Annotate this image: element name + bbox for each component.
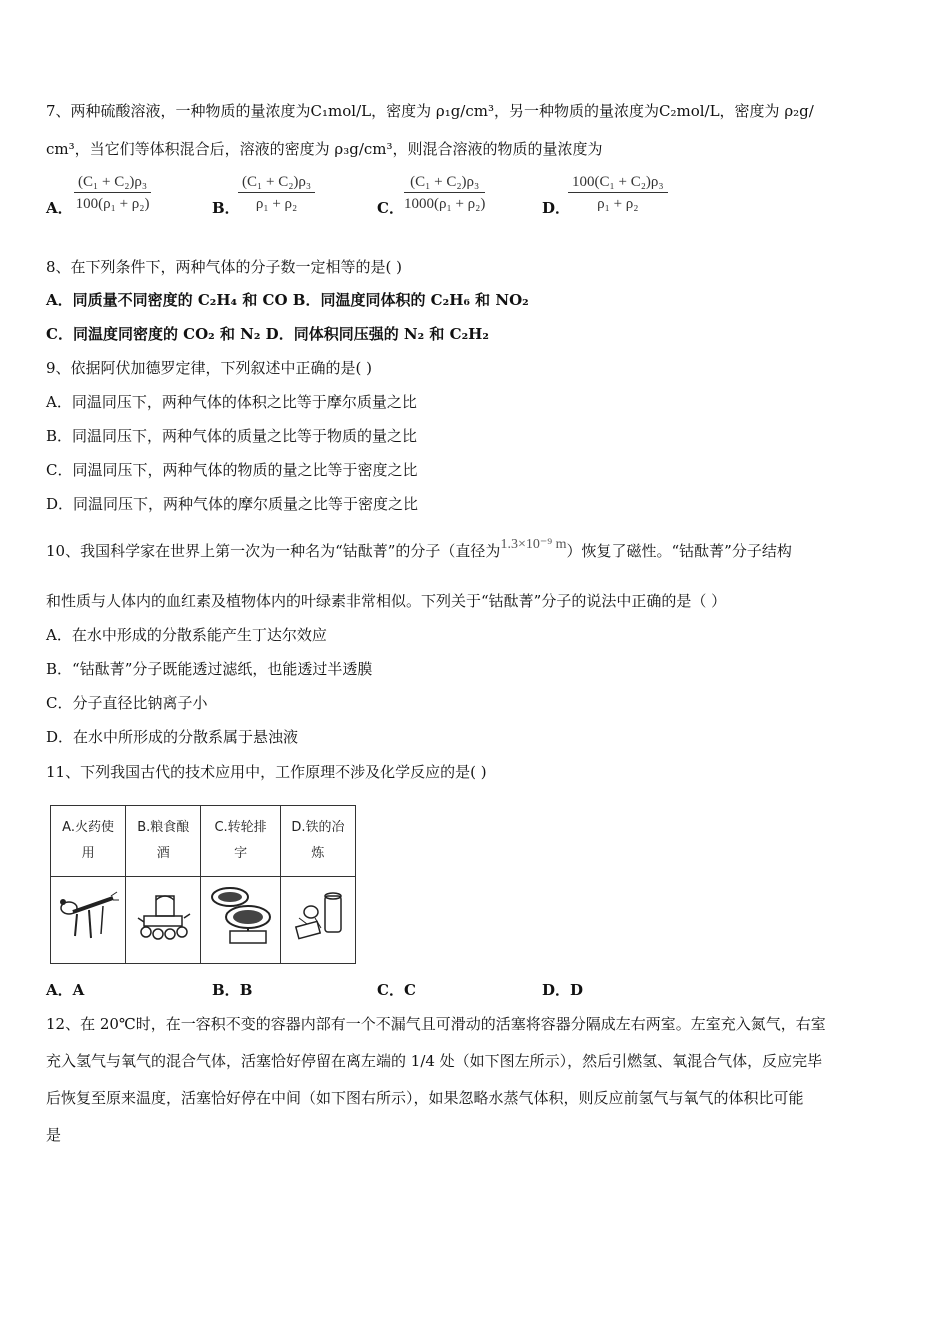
q7-option-b-label: B． xyxy=(212,199,240,217)
q10-option-c: C．分子直径比钠离子小 xyxy=(46,694,208,712)
q7-option-a-denominator: 100(ρ₁ + ρ₂) xyxy=(75,196,150,212)
q7-option-d-label: D． xyxy=(542,199,571,217)
gunpowder-illustration-icon xyxy=(55,888,121,948)
q12-stem-line4: 是 xyxy=(46,1126,62,1144)
q7-option-a-fraction xyxy=(74,172,151,215)
q7-option-c-denominator: 1000(ρ₁ + ρ₂) xyxy=(404,196,486,212)
q7-stem-line1: 7、两种硫酸溶液，一种物质的量浓度为C₁mol/L，密度为 ρ₁g/cm³，另一种物质的量浓度为C₂mol/L，密度为 ρ₂g/ xyxy=(46,102,814,120)
q8-options-ab: A．同质量不同密度的 C₂H₄ 和 CO B．同温度同体积的 C₂H₆ 和 NO₂ xyxy=(46,291,529,309)
iron-smelting-illustration-icon xyxy=(285,888,351,948)
q11-option-a: A．A xyxy=(46,981,85,999)
q11-option-b: B．B xyxy=(212,981,253,999)
q11-image-brewing xyxy=(126,877,201,964)
q9-stem: 9、依据阿伏加德罗定律，下列叙述中正确的是( ) xyxy=(46,359,373,377)
q7-option-b-numerator: (C₁ + C₂)ρ₃ xyxy=(238,172,315,193)
q7-option-c-fraction xyxy=(404,172,485,215)
q9-option-a: A．同温同压下，两种气体的体积之比等于摩尔质量之比 xyxy=(46,393,417,411)
q7-option-b-fraction xyxy=(238,172,315,215)
q10-stem-line1-pre: 10、我国科学家在世界上第一次为一种名为“钴酞菁”的分子（直径为 xyxy=(46,542,501,560)
q10-stem-line1 xyxy=(46,537,792,564)
q9-option-d: D．同温同压下，两种气体的摩尔质量之比等于密度之比 xyxy=(46,495,419,513)
q10-stem-line1-post: ）恢复了磁性。“钴酞菁”分子结构 xyxy=(566,542,792,560)
q7-option-d-fraction xyxy=(568,172,668,215)
q11-header-a: A.火药使 用 xyxy=(51,806,126,877)
q7-option-a-label: A． xyxy=(46,199,73,217)
rotary-type-illustration-icon xyxy=(206,883,276,953)
q11-option-d: D．D xyxy=(542,981,584,999)
q10-stem-line2: 和性质与人体内的血红素及植物体内的叶绿素非常相似。下列关于“钴酞菁”分子的说法中正确的是（ ） xyxy=(46,592,727,610)
q11-option-c: C．C xyxy=(377,981,416,999)
q7-option-c-label: C． xyxy=(377,199,404,217)
q7-option-d-numerator: 100(C₁ + C₂)ρ₃ xyxy=(568,172,668,193)
q9-option-c: C．同温同压下，两种气体的物质的量之比等于密度之比 xyxy=(46,461,418,479)
q7-option-c-numerator: (C₁ + C₂)ρ₃ xyxy=(404,172,485,193)
q11-header-c: C.转轮排 字 xyxy=(201,806,281,877)
q7-option-d-denominator: ρ₁ + ρ₂ xyxy=(597,196,639,212)
brewing-illustration-icon xyxy=(130,888,196,948)
q7-stem-line2: cm³，当它们等体积混合后，溶液的密度为 ρ₃g/cm³，则混合溶液的物质的量浓度为 xyxy=(46,140,603,158)
q10-option-d: D．在水中所形成的分散系属于悬浊液 xyxy=(46,728,299,746)
q9-option-b: B．同温同压下，两种气体的质量之比等于物质的量之比 xyxy=(46,427,418,445)
q12-stem-line3: 后恢复至原来温度，活塞恰好停在中间（如下图右所示），如果忽略水蒸气体积，则反应前氢气与氧气的体积比可能 xyxy=(46,1089,804,1107)
q11-header-b: B.粮食酿 酒 xyxy=(126,806,201,877)
q8-options-cd: C．同温度同密度的 CO₂ 和 N₂ D．同体积同压强的 N₂ 和 C₂H₂ xyxy=(46,325,489,343)
q7-option-b-denominator: ρ₁ + ρ₂ xyxy=(255,196,298,212)
q11-header-d: D.铁的冶 炼 xyxy=(280,806,355,877)
q10-option-b: B．“钴酞菁”分子既能透过滤纸，也能透过半透膜 xyxy=(46,660,373,678)
q12-stem-line2: 充入氢气与氧气的混合气体，活塞恰好停留在离左端的 1/4 处（如下图左所示），然后引燃氢、氧混合气体，反应完毕 xyxy=(46,1052,823,1070)
q11-stem: 11、下列我国古代的技术应用中，工作原理不涉及化学反应的是( ) xyxy=(46,763,487,781)
q11-figure-table xyxy=(50,805,356,964)
q11-image-gunpowder xyxy=(51,877,126,964)
q11-image-iron-smelting xyxy=(280,877,355,964)
q7-option-a-numerator: (C₁ + C₂)ρ₃ xyxy=(74,172,151,193)
q11-image-movable-type xyxy=(201,877,281,964)
q10-option-a: A．在水中形成的分散系能产生丁达尔效应 xyxy=(46,626,327,644)
q10-diameter-value: 1.3×10⁻⁹ m xyxy=(500,537,567,552)
q12-stem-line1: 12、在 20℃时，在一容积不变的容器内部有一个不漏气且可滑动的活塞将容器分隔成左右两室。左室充入氮气，右室 xyxy=(46,1015,826,1033)
q8-stem: 8、在下列条件下，两种气体的分子数一定相等的是( ) xyxy=(46,258,403,276)
